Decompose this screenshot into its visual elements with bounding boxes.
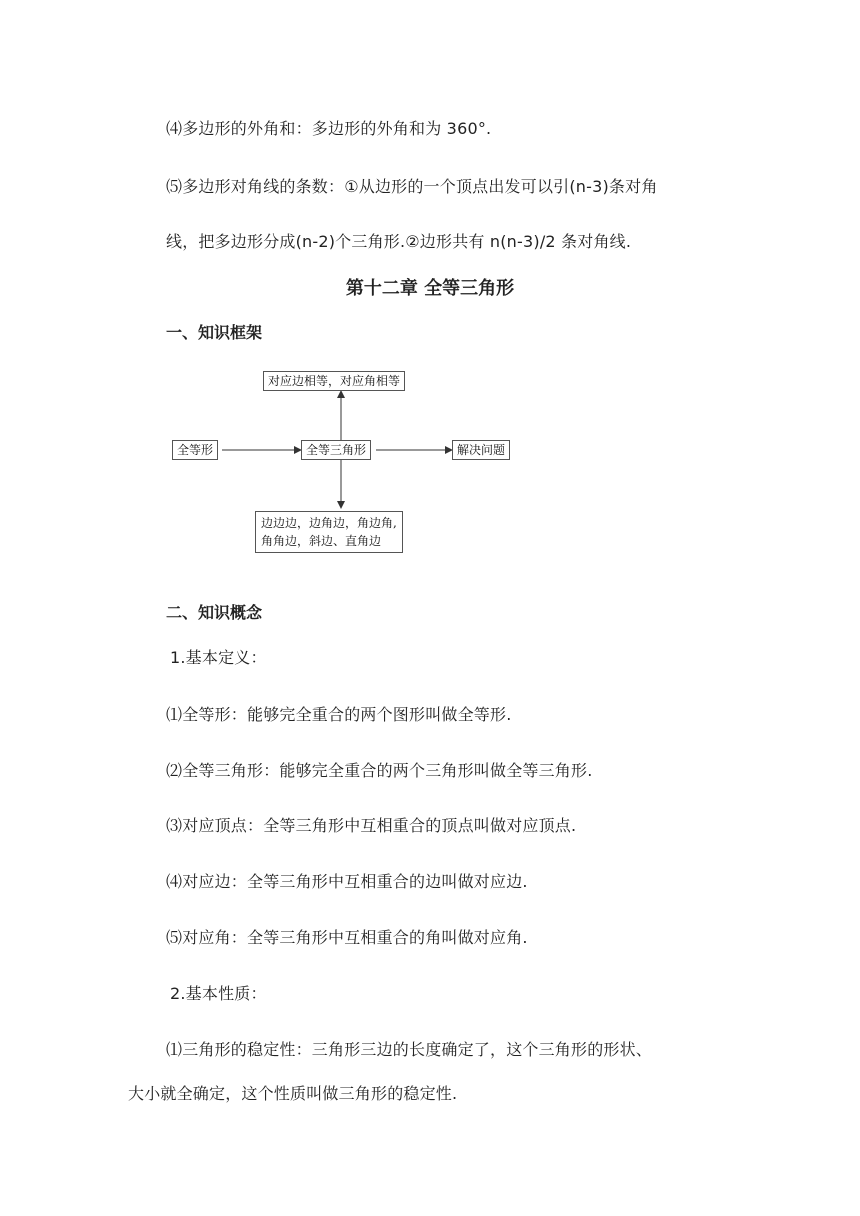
- diagram-box-bottom-line2: 角角边，斜边、直角边: [261, 534, 382, 548]
- paragraph-exterior-angle-sum: ⑷多边形的外角和：多边形的外角和为 360°.: [166, 119, 492, 138]
- definition-corresponding-vertices: ⑶对应顶点：全等三角形中互相重合的顶点叫做对应顶点.: [166, 816, 577, 835]
- section-heading-knowledge-framework: 一、知识框架: [166, 323, 263, 342]
- subheading-basic-properties: 2.基本性质：: [170, 984, 267, 1003]
- section-heading-knowledge-concepts: 二、知识概念: [166, 603, 263, 622]
- diagram-box-top: 对应边相等，对应角相等: [263, 371, 405, 391]
- paragraph-diagonals-line1: ⑸多边形对角线的条数：①从边形的一个顶点出发可以引(n-3)条对角: [166, 177, 658, 196]
- property-stability-line2: 大小就全确定，这个性质叫做三角形的稳定性.: [128, 1084, 458, 1103]
- diagram-box-bottom-line1: 边边边，边角边，角边角,: [261, 516, 397, 530]
- diagram-box-center: 全等三角形: [301, 440, 371, 460]
- definition-corresponding-sides: ⑷对应边：全等三角形中互相重合的边叫做对应边.: [166, 872, 528, 891]
- chapter-title: 第十二章 全等三角形: [345, 278, 515, 299]
- paragraph-diagonals-line2: 线，把多边形分成(n-2)个三角形.②边形共有 n(n-3)/2 条对角线.: [166, 232, 632, 251]
- knowledge-framework-diagram: [170, 362, 530, 562]
- definition-corresponding-angles: ⑸对应角：全等三角形中互相重合的角叫做对应角.: [166, 928, 528, 947]
- definition-congruent-triangles: ⑵全等三角形：能够完全重合的两个三角形叫做全等三角形.: [166, 761, 593, 780]
- diagram-box-right: 解决问题: [452, 440, 510, 460]
- subheading-basic-definitions: 1.基本定义：: [170, 648, 267, 667]
- diagram-box-left: 全等形: [172, 440, 218, 460]
- diagram-box-bottom: [255, 511, 403, 553]
- definition-congruent-figures: ⑴全等形：能够完全重合的两个图形叫做全等形.: [166, 705, 512, 724]
- property-stability-line1: ⑴三角形的稳定性：三角形三边的长度确定了，这个三角形的形状、: [166, 1040, 653, 1059]
